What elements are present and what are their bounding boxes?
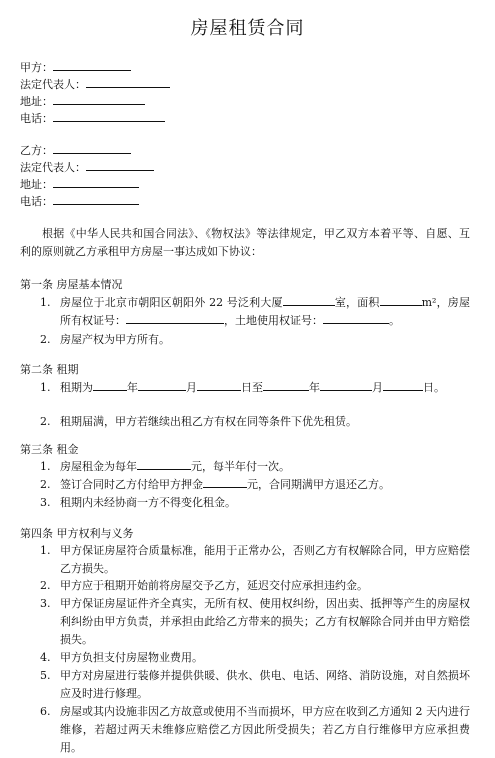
party-a-rep-blank: [86, 77, 170, 88]
section-4-heading: 第四条 甲方权利与义务: [20, 527, 134, 540]
party-b-phone-line: [20, 194, 139, 209]
section-2-item-1: 1. 租期为 年 月 日至 年 月 日。: [40, 379, 470, 397]
party-a-phone-line: [20, 111, 165, 126]
item-number: 6.: [40, 705, 51, 718]
item-number: 2.: [40, 415, 51, 428]
section-4-item-6: [40, 703, 470, 757]
item-number: 1.: [40, 381, 51, 394]
item-number: 4.: [40, 651, 51, 664]
item-number: 1.: [40, 544, 51, 557]
party-a-address-line: [20, 94, 145, 109]
section-4-item-5: [40, 667, 470, 703]
party-b-address-blank: [53, 177, 139, 188]
party-b-rep-line: [20, 160, 154, 175]
section-1-heading: 第一条 房屋基本情况: [20, 278, 123, 291]
section-2-item-2: [40, 413, 470, 431]
section-2-heading: 第二条 租期: [20, 363, 79, 376]
item-text: 甲方对房屋进行装修并提供供暖、供水、供电、电话、网络、消防设施，对自然损坏应及时进行修理。: [60, 669, 470, 700]
party-a-name-line: [20, 60, 131, 75]
section-3-item-3: [40, 494, 470, 512]
deposit-blank: [203, 477, 247, 488]
item-number: 3.: [40, 597, 51, 610]
land-cert-blank: [323, 313, 389, 324]
party-b-rep-label: 法定代表人：: [20, 161, 86, 174]
item-text: 租期届满，甲方若继续出租乙方有权在同等条件下优先租赁。: [60, 415, 357, 428]
room-blank: [283, 295, 335, 306]
party-a-name-blank: [53, 60, 131, 71]
item-number: 5.: [40, 669, 51, 682]
section-4-item-4: [40, 649, 470, 667]
section-3-heading: 第三条 租金: [20, 443, 79, 456]
item-number: 1.: [40, 296, 51, 309]
area-blank: [380, 295, 422, 306]
party-a-rep-line: [20, 77, 170, 92]
party-a-rep-label: 法定代表人：: [20, 78, 86, 91]
item-number: 2.: [40, 579, 51, 592]
section-4-item-1: [40, 542, 470, 578]
party-a-address-blank: [53, 94, 145, 105]
item-number: 2.: [40, 333, 51, 346]
item-text: 甲方保证房屋证件齐全真实，无所有权、使用权纠纷，因出卖、抵押等产生的房屋权利纠纷由甲方负责，并承担由此给乙方带来的损失；乙方有权解除合同并由甲方赔偿损失。: [60, 597, 470, 646]
party-b-phone-blank: [53, 194, 139, 205]
item-text: 甲方应于租期开始前将房屋交予乙方，延迟交付应承担违约金。: [60, 579, 368, 592]
party-b-rep-blank: [86, 160, 154, 171]
section-1-item-2: [40, 331, 470, 349]
section-4-item-3: [40, 595, 470, 649]
party-b-name-blank: [53, 143, 131, 154]
party-a-address-label: 地址：: [20, 95, 53, 108]
item-text: 租期内未经协商一方不得变化租金。: [60, 496, 236, 509]
section-4-item-2: [40, 577, 470, 595]
party-b-name-label: 乙方：: [20, 144, 53, 157]
party-a-phone-label: 电话：: [20, 112, 53, 125]
section-3-item-1: 1. 房屋租金为每年 元，每半年付一次。: [40, 458, 470, 476]
item-number: 1.: [40, 460, 51, 473]
party-a-phone-blank: [53, 111, 165, 122]
rent-blank: [137, 459, 191, 470]
document-title: 房屋租赁合同: [190, 18, 305, 39]
section-1-item-1: 1. 房屋位于北京市朝阳区朝阳外 22 号泛利大厦 室，面积 m²，房屋所有权证号： ，土地使用权证号： 。: [40, 296, 470, 327]
preamble: 根据《中华人民共和国合同法》、《物权法》等法律规定，甲乙双方本着平等、自愿、互利的原则就乙方承租甲方房屋一事达成如下协议：: [20, 227, 470, 258]
item-number: 3.: [40, 496, 51, 509]
ownership-cert-blank: [126, 313, 224, 324]
item-text: 甲方保证房屋符合质量标准，能用于正常办公，否则乙方有权解除合同，甲方应赔偿乙方损失。: [60, 544, 470, 575]
item-text: 房屋或其内设施非因乙方故意或使用不当而损坏，甲方应在收到乙方通知 2 天内进行维修，若超过两天未维修应赔偿乙方因此所受损失；若乙方自行维修甲方应承担费用。: [60, 705, 470, 754]
party-b-name-line: [20, 143, 131, 158]
party-b-address-label: 地址：: [20, 178, 53, 191]
item-text: 甲方负担支付房屋物业费用。: [60, 651, 203, 664]
party-b-address-line: [20, 177, 139, 192]
party-b-phone-label: 电话：: [20, 195, 53, 208]
section-3-item-2: 2. 签订合同时乙方付给甲方押金 元，合同期满甲方退还乙方。: [40, 476, 470, 494]
item-number: 2.: [40, 478, 51, 491]
party-a-name-label: 甲方：: [20, 61, 53, 74]
item-text: 房屋产权为甲方所有。: [60, 333, 170, 346]
